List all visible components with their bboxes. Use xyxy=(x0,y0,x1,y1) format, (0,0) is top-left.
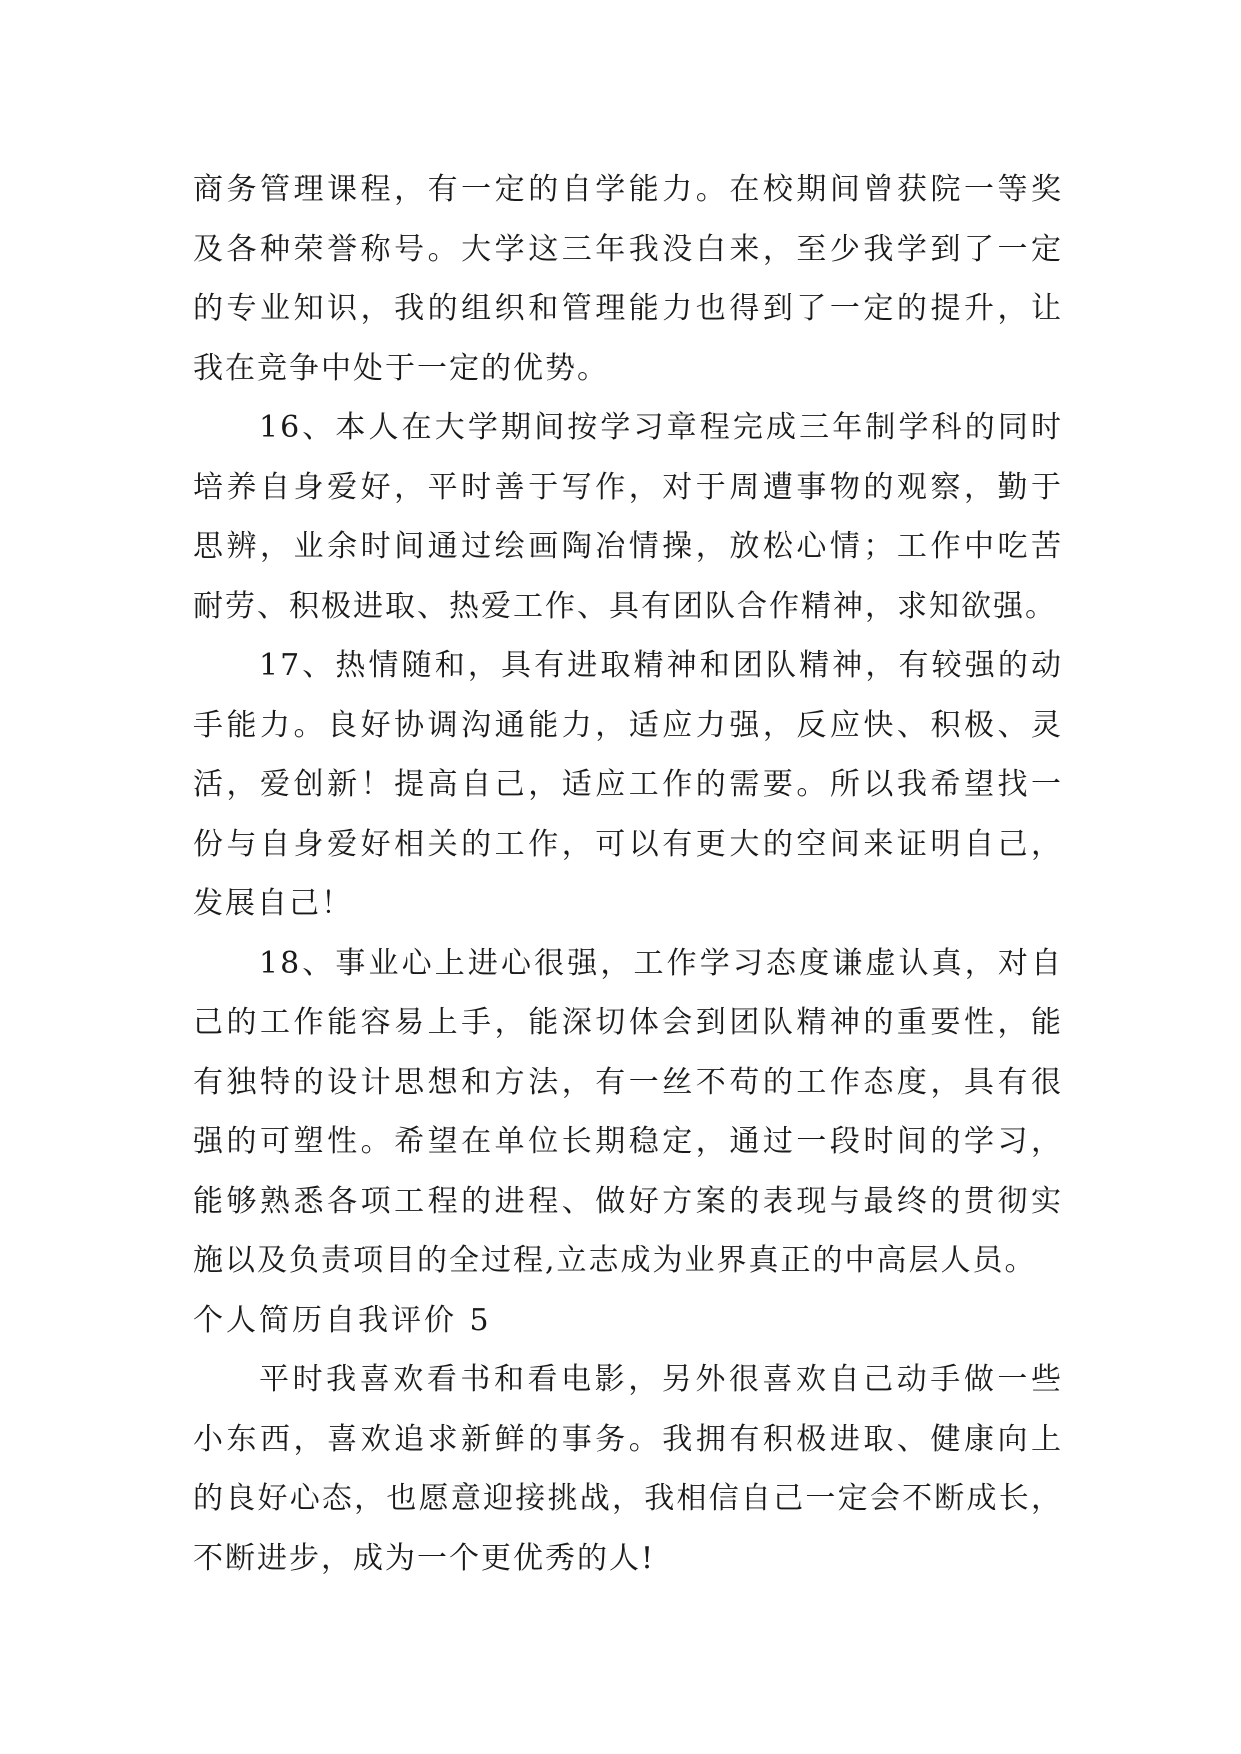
document-body xyxy=(193,160,1063,1588)
text-line: 强的可塑性。希望在单位长期稳定，通过一段时间的学习， xyxy=(193,1124,1063,1159)
text-line: 能够熟悉各项工程的进程、做好方案的表现与最终的贯彻实 xyxy=(193,1183,1063,1219)
text-line: 的良好心态，也愿意迎接挑战，我相信自己一定会不断成长， xyxy=(193,1481,1063,1516)
text-line: 份与自身爱好相关的工作，可以有更大的空间来证明自己， xyxy=(193,826,1063,862)
text-line: 商务管理课程，有一定的自学能力。在校期间曾获院一等奖 xyxy=(193,172,1063,207)
text-line: 活，爱创新！提高自己，适应工作的需要。所以我希望找一 xyxy=(193,767,1063,802)
text-line: 16、本人在大学期间按学习章程完成三年制学科的同时 xyxy=(259,410,1063,445)
text-line: 有独特的设计思想和方法，有一丝不苟的工作态度，具有很 xyxy=(193,1064,1063,1100)
section-heading: 个人简历自我评价 5 xyxy=(193,1302,492,1338)
text-line: 手能力。良好协调沟通能力，适应力强，反应快、积极、灵 xyxy=(193,707,1063,743)
text-line: 思辨，业余时间通过绘画陶冶情操，放松心情；工作中吃苦 xyxy=(193,529,1063,564)
text-line: 己的工作能容易上手，能深切体会到团队精神的重要性，能 xyxy=(193,1005,1063,1040)
text-line: 培养自身爱好，平时善于写作，对于周遭事物的观察，勤于 xyxy=(193,469,1063,505)
text-line: 施以及负责项目的全过程,立志成为业界真正的中高层人员。 xyxy=(193,1243,1037,1278)
text-line: 18、事业心上进心很强，工作学习态度谦虚认真，对自 xyxy=(259,945,1063,981)
text-line: 及各种荣誉称号。大学这三年我没白来，至少我学到了一定 xyxy=(193,231,1063,267)
text-line: 17、热情随和，具有进取精神和团队精神，有较强的动 xyxy=(259,648,1063,683)
text-line: 的专业知识，我的组织和管理能力也得到了一定的提升，让 xyxy=(193,291,1063,326)
text-line: 发展自己！ xyxy=(193,886,353,921)
text-line: 不断进步，成为一个更优秀的人! xyxy=(193,1540,656,1576)
text-line: 平时我喜欢看书和看电影，另外很喜欢自己动手做一些 xyxy=(259,1362,1063,1397)
text-line: 耐劳、积极进取、热爱工作、具有团队合作精神，求知欲强。 xyxy=(193,588,1057,624)
text-line: 小东西，喜欢追求新鲜的事务。我拥有积极进取、健康向上 xyxy=(193,1421,1063,1457)
text-line: 我在竞争中处于一定的优势。 xyxy=(193,350,609,386)
